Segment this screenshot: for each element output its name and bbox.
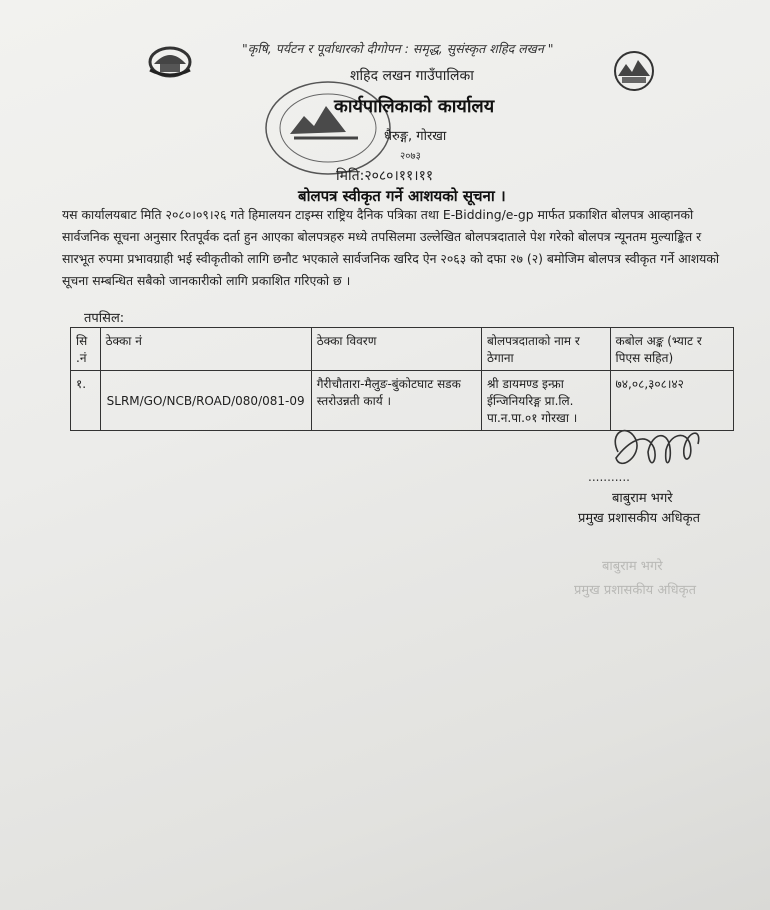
header-description: ठेक्का विवरण <box>311 328 481 371</box>
office-address: धैरुङ्ग, गोरखा <box>384 129 447 144</box>
cell-sn: १. <box>71 371 101 431</box>
organization-name: शहिद लखन गाउँपालिका <box>350 68 474 84</box>
header-amount: कबोल अङ्क (भ्याट र पिएस सहित) <box>610 328 733 371</box>
table-header-row <box>71 328 734 371</box>
signatory-title: प्रमुख प्रशासकीय अधिकृत <box>578 511 701 526</box>
header-sn: सि .नं <box>71 328 101 371</box>
header-contract-no: ठेक्का नं <box>100 328 311 371</box>
cell-bidder: श्री डायमण्ड इन्फ्रा ईन्जिनियरिङ्ग प्रा.लि. पा.न.पा.०१ गोरखा । <box>482 371 611 431</box>
notice-title: बोलपत्र स्वीकृत गर्ने आशयको सूचना । <box>298 187 506 205</box>
cell-description: गैरीचौतारा-मैलुङ-बुंकोटघाट सडक स्तरोउन्नती कार्य । <box>311 371 481 431</box>
schedule-label: तपसिल: <box>84 311 125 326</box>
nepal-emblem-icon <box>142 40 198 82</box>
municipality-logo-icon <box>606 50 662 92</box>
notice-body: यस कार्यालयबाट मिति २०८०।०९।२६ गते हिमालयन टाइम्स राष्ट्रिय दैनिक पत्रिका तथा E-Bidding/e-gp मार्फत प्रकाशित बोलपत्र आव्हानको सार्वजनिक सूचना अनुसार रितपूर्वक दर्ता हुन आएका बोलपत्रहरु मध्ये तपसिलमा उल्लेखित बोलपत्रदाताले पेश गरेको बोलपत्र न्यूनतम मुल्याङ्कित र सारभूत रुपमा प्रभावग्राही भई स्वीकृतीको लागि छनौट भएकाले सार्वजनिक खरिद ऐन २०६३ को दफा २७ (२) बमोजिम बोलपत्र स्वीकृत गर्ने आशयको सूचना सम्बन्धित सबैको जानकारीको लागि प्रकाशित गरिएको छ । <box>62 207 720 288</box>
signatory-name: बाबुराम भगरे <box>612 491 673 506</box>
cell-contract-no: SLRM/GO/NCB/ROAD/080/081-09 <box>100 371 311 431</box>
slogan: "कृषि, पर्यटन र पूर्वाधारको दीगोपन : समृद्ध, सुसंस्कृत शहिद लखन " <box>242 41 554 56</box>
cell-amount: ७४,०८,३०८।४२ <box>610 371 733 431</box>
seal-year: २०७३ <box>400 151 421 162</box>
notice-date: मिति:२०८०।११।११ <box>336 168 434 184</box>
office-name: कार्यपालिकाको कार्यालय <box>334 96 495 117</box>
header-bidder: बोलपत्रदाताको नाम र ठेगाना <box>482 328 611 371</box>
signature-dots: ........... <box>588 470 630 484</box>
name-stamp-line2: प्रमुख प्रशासकीय अधिकृत <box>574 583 697 598</box>
name-stamp-line1: बाबुराम भगरे <box>602 559 663 574</box>
